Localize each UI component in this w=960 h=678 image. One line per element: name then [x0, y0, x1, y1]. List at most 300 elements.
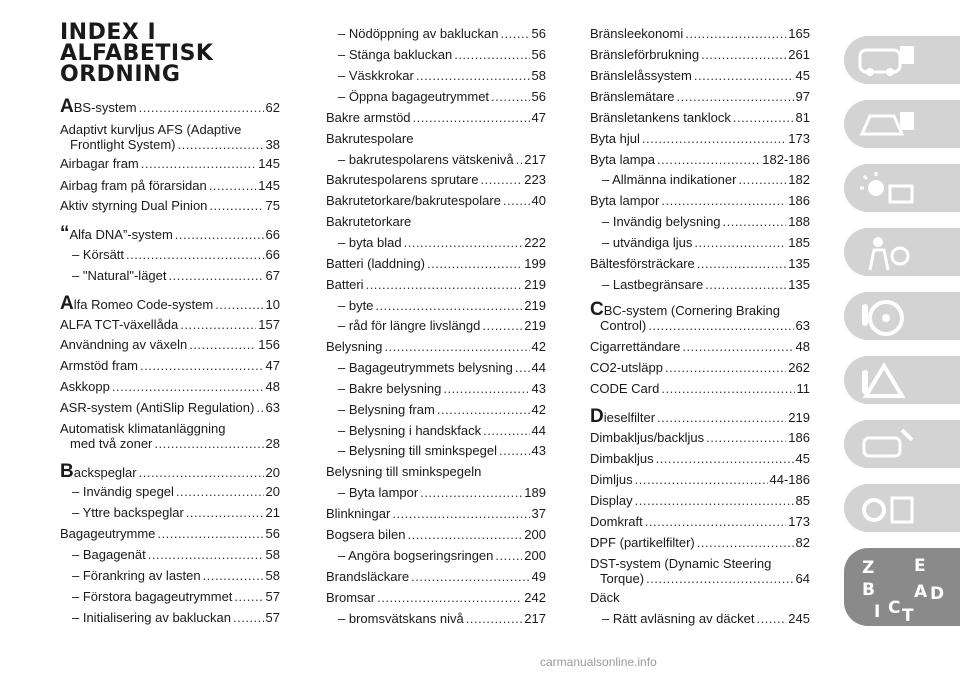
index-letter: C: [888, 598, 901, 618]
index-entry[interactable]: [590, 590, 810, 605]
entry-text: Automatisk klimatanläggning: [60, 421, 226, 436]
entry-continuation: med två zoner: [70, 436, 153, 451]
entry-label: [590, 131, 640, 146]
entry-label: [326, 506, 390, 521]
entry-text: Airbag fram på förarsidan: [60, 178, 207, 193]
entry-text: Display: [590, 493, 633, 508]
index-letter: D: [930, 584, 945, 604]
index-entry[interactable]: [60, 178, 280, 193]
leader-dots: [175, 227, 264, 242]
entry-text: – Belysning till sminkspegel: [338, 443, 497, 458]
entry-continuation: Control): [600, 318, 647, 333]
index-entry[interactable]: [60, 379, 280, 394]
entry-text: BS-system: [73, 100, 137, 115]
index-entry[interactable]: [590, 172, 810, 187]
entry-text: Byta lampor: [590, 193, 660, 208]
leader-dots: [176, 484, 264, 499]
page-number: 222: [524, 235, 546, 250]
entry-text: – Förstora bagageutrymmet: [72, 589, 233, 604]
entry-text: ieselfilter: [603, 410, 656, 425]
page-number: 10: [265, 297, 280, 312]
entry-text: – Allmänna indikationer: [602, 172, 737, 187]
leader-dots: [500, 26, 529, 41]
index-entry[interactable]: [590, 451, 810, 466]
page-number: 145: [258, 178, 280, 193]
page-number: 82: [795, 535, 810, 550]
entry-label: [602, 214, 721, 229]
entry-text: Bakrutetorkare/bakrutespolare: [326, 193, 501, 208]
entry-label: [72, 505, 184, 520]
entry-text: Dimbakljus/backljus: [590, 430, 705, 445]
entry-label: [60, 178, 207, 193]
entry-label: [338, 26, 498, 41]
chapter-tab[interactable]: [844, 100, 960, 148]
index-entry[interactable]: [60, 317, 280, 332]
page-number: 173: [788, 131, 810, 146]
entry-label: [72, 484, 174, 499]
page-number: 182: [788, 172, 810, 187]
index-entry[interactable]: [60, 247, 280, 262]
index-entry[interactable]: [326, 318, 546, 333]
index-entry[interactable]: [590, 68, 810, 83]
index-entry[interactable]: [590, 611, 810, 626]
leader-dots: [256, 400, 263, 415]
index-entry[interactable]: [590, 472, 810, 487]
page-number: 58: [531, 68, 546, 83]
page-number: 57: [265, 589, 280, 604]
page-number: 245: [788, 611, 810, 626]
page-number: 21: [265, 505, 280, 520]
index-entry[interactable]: [326, 464, 546, 479]
page-number: 219: [524, 318, 546, 333]
page-number: 11: [796, 381, 810, 396]
page-number: 223: [524, 172, 546, 187]
index-entry[interactable]: [60, 547, 280, 562]
leader-dots: [656, 451, 794, 466]
entry-label: [338, 381, 441, 396]
index-entry[interactable]: [590, 514, 810, 529]
index-entry[interactable]: [60, 421, 280, 451]
entry-text: ackspeglar: [73, 465, 137, 480]
entry-text: – byte: [338, 298, 374, 313]
leader-dots: [148, 547, 264, 562]
entry-text: – råd för längre livslängd: [338, 318, 481, 333]
page-number: 66: [265, 227, 280, 242]
leader-dots: [697, 256, 787, 271]
page-number: 43: [531, 381, 546, 396]
entry-text: Cigarrettändare: [590, 339, 681, 354]
index-entry[interactable]: [590, 406, 810, 427]
leader-dots: [189, 337, 256, 352]
letter-drop-cap: C: [590, 299, 604, 320]
index-entry[interactable]: [326, 381, 546, 396]
entry-text: Airbagar fram: [60, 156, 139, 171]
leader-dots: [404, 235, 523, 250]
index-entry[interactable]: [590, 299, 810, 333]
page-number: 20: [265, 484, 280, 499]
entry-text: – Byta lampor: [338, 485, 419, 500]
index-entry[interactable]: [590, 256, 810, 271]
entry-text: Bromsar: [326, 590, 376, 605]
index-entry[interactable]: [326, 569, 546, 584]
entry-label: [590, 514, 643, 529]
page-number: 219: [524, 277, 546, 292]
chapter-tab[interactable]: [844, 420, 960, 468]
entry-text: Bakre armstöd: [326, 110, 411, 125]
entry-label: [60, 337, 187, 352]
leader-dots: [416, 68, 530, 83]
index-entry[interactable]: [326, 339, 546, 354]
index-entry[interactable]: [590, 535, 810, 550]
leader-dots: [384, 339, 529, 354]
index-entry[interactable]: [326, 611, 546, 626]
index-letter: B: [862, 580, 875, 600]
leader-dots: [682, 339, 793, 354]
index-entry[interactable]: [326, 506, 546, 521]
entry-label: [72, 547, 146, 562]
leader-dots: [516, 152, 523, 167]
index-entry[interactable]: [590, 110, 810, 125]
entry-text: Bränslelåssystem: [590, 68, 692, 83]
leader-dots: [661, 193, 786, 208]
entry-label: [590, 26, 683, 41]
entry-text: Däck: [590, 590, 620, 605]
page-number: 20: [265, 465, 280, 480]
leader-dots: [413, 110, 530, 125]
entry-text: Bakrutespolare: [326, 131, 414, 146]
page-number: 165: [788, 26, 810, 41]
index-entry[interactable]: [326, 26, 546, 41]
entry-label: [590, 110, 731, 125]
index-entry[interactable]: [590, 339, 810, 354]
leader-dots: [499, 443, 530, 458]
index-entry[interactable]: [326, 131, 546, 146]
index-entry[interactable]: [590, 89, 810, 104]
index-entry[interactable]: [326, 193, 546, 208]
leader-dots: [723, 214, 787, 229]
entry-text: – Angöra bogseringsringen: [338, 548, 494, 563]
index-entry[interactable]: [60, 122, 280, 152]
index-entry[interactable]: [590, 214, 810, 229]
entry-label: [72, 268, 167, 283]
leader-dots: [515, 360, 530, 375]
page-number: 81: [795, 110, 810, 125]
index-entry[interactable]: [60, 198, 280, 213]
leader-dots: [411, 569, 529, 584]
entry-text: – Lastbegränsare: [602, 277, 704, 292]
index-entry[interactable]: [60, 484, 280, 499]
entry-text: – Bagagenät: [72, 547, 146, 562]
page-number: 173: [788, 514, 810, 529]
index-entry[interactable]: [590, 360, 810, 375]
leader-dots: [112, 379, 264, 394]
page-number: 219: [788, 410, 810, 425]
leader-dots: [454, 47, 529, 62]
index-entry[interactable]: [60, 568, 280, 583]
page-number: 44: [531, 423, 546, 438]
entry-text: – Invändig spegel: [72, 484, 174, 499]
index-entry[interactable]: [326, 277, 546, 292]
entry-label: [60, 122, 241, 137]
entry-label: [60, 379, 110, 394]
index-entry[interactable]: [60, 268, 280, 283]
letter-drop-cap: D: [590, 406, 604, 427]
leader-dots: [697, 535, 794, 550]
page-number: 199: [524, 256, 546, 271]
leader-dots: [139, 100, 264, 115]
index-entry[interactable]: [326, 360, 546, 375]
index-letter: I: [874, 602, 881, 622]
leader-dots: [635, 472, 768, 487]
entry-label: [602, 277, 703, 292]
index-entry[interactable]: [60, 96, 280, 117]
page-number: 48: [795, 339, 810, 354]
entry-text: Belysning till sminkspegeln: [326, 464, 482, 479]
entry-label: [602, 235, 692, 250]
entry-label: [338, 298, 373, 313]
leader-dots: [756, 611, 786, 626]
leader-dots: [642, 131, 786, 146]
page-number: 47: [531, 110, 546, 125]
leader-dots: [480, 172, 522, 187]
chapter-tab[interactable]: [844, 164, 960, 212]
entry-label: [590, 152, 655, 167]
page-number: 185: [788, 235, 810, 250]
leader-dots: [657, 152, 760, 167]
page-number: 75: [265, 198, 280, 213]
entry-label: [326, 339, 382, 354]
index-entry[interactable]: [326, 402, 546, 417]
entry-label: [326, 110, 411, 125]
index-entry[interactable]: [326, 298, 546, 313]
entry-continuation: Torque): [600, 571, 645, 586]
index-entry[interactable]: [326, 256, 546, 271]
leader-dots: [645, 514, 787, 529]
entry-text: Bakrutetorkare: [326, 214, 412, 229]
index-entry[interactable]: [590, 47, 810, 62]
index-entry[interactable]: [326, 548, 546, 563]
title-line-3: ORDNING: [60, 62, 181, 87]
index-entry[interactable]: [60, 505, 280, 520]
leader-dots: [154, 436, 263, 451]
leader-dots: [733, 110, 794, 125]
index-entry[interactable]: [326, 152, 546, 167]
page-number: 56: [531, 89, 546, 104]
page-number: 145: [258, 156, 280, 171]
index-entry[interactable]: [590, 193, 810, 208]
index-entry[interactable]: [326, 443, 546, 458]
entry-label: [326, 214, 411, 229]
entry-text: Belysning: [326, 339, 383, 354]
entry-label: [326, 131, 413, 146]
index-entry[interactable]: [590, 152, 810, 167]
index-entry[interactable]: [590, 26, 810, 41]
page-number: 62: [265, 100, 280, 115]
index-entry[interactable]: [60, 400, 280, 415]
leader-dots: [141, 156, 257, 171]
leader-dots: [482, 318, 522, 333]
index-entry[interactable]: [60, 461, 280, 482]
letter-drop-cap: A: [60, 293, 74, 314]
page-number: 57: [265, 610, 280, 625]
leader-dots: [685, 26, 786, 41]
entry-text: Bogsera bilen: [326, 527, 406, 542]
page-number: 63: [265, 400, 280, 415]
entry-text: BC-system (Cornering Braking: [603, 303, 781, 318]
leader-dots: [705, 277, 786, 292]
index-entry[interactable]: [590, 556, 810, 586]
chapter-tab[interactable]: [844, 36, 960, 84]
leader-dots: [706, 430, 786, 445]
entry-label: [338, 611, 464, 626]
page-number: 48: [265, 379, 280, 394]
entry-text: Aktiv styrning Dual Pinion: [60, 198, 208, 213]
entry-continuation: Frontlight System): [70, 137, 176, 152]
index-entry[interactable]: [590, 235, 810, 250]
entry-label: [60, 198, 207, 213]
chapter-tab[interactable]: [844, 292, 960, 340]
page-number: 42: [531, 339, 546, 354]
entry-label: [72, 589, 232, 604]
chapter-tab[interactable]: [844, 484, 960, 532]
entry-text: – Belysning i handskfack: [338, 423, 482, 438]
index-entry[interactable]: [326, 68, 546, 83]
entry-label: [338, 485, 418, 500]
page-number: 44-186: [769, 472, 810, 487]
entry-text: lfa Romeo Code-system: [73, 297, 214, 312]
page-number: 58: [265, 568, 280, 583]
entry-text: – Körsätt: [72, 247, 125, 262]
index-letter: Z: [862, 558, 875, 578]
entry-text: Bränslemätare: [590, 89, 675, 104]
leader-dots: [646, 571, 793, 586]
index-letter: A: [914, 582, 928, 602]
index-entry[interactable]: [60, 293, 280, 314]
leader-dots: [234, 589, 263, 604]
leader-dots: [427, 256, 522, 271]
entry-text: Bränsleekonomi: [590, 26, 684, 41]
entry-label: [60, 317, 178, 332]
leader-dots: [635, 493, 794, 508]
index-entry[interactable]: [60, 337, 280, 352]
entry-text: – byta blad: [338, 235, 402, 250]
page-number: 135: [788, 277, 810, 292]
entry-label: [338, 318, 480, 333]
page-number: 186: [788, 430, 810, 445]
leader-dots: [483, 423, 529, 438]
leader-dots: [466, 611, 523, 626]
entry-label: [338, 443, 497, 458]
page-number: 157: [258, 317, 280, 332]
index-entry[interactable]: [60, 589, 280, 604]
page-number: 217: [524, 152, 546, 167]
entry-text: – Invändig belysning: [602, 214, 721, 229]
index-entry[interactable]: [590, 381, 810, 396]
entry-label: [338, 89, 489, 104]
entry-label: [590, 299, 781, 320]
chapter-tab[interactable]: [844, 356, 960, 404]
entry-text: – bromsvätskans nivå: [338, 611, 464, 626]
chapter-tab[interactable]: [844, 228, 960, 276]
entry-label: [60, 223, 173, 244]
leader-dots: [169, 268, 264, 283]
page-number: 189: [524, 485, 546, 500]
entry-label: [326, 569, 409, 584]
entry-text: – Initialisering av bakluckan: [72, 610, 231, 625]
index-entry[interactable]: [326, 485, 546, 500]
entry-label: [326, 172, 478, 187]
entry-text: – utvändiga ljus: [602, 235, 693, 250]
page-number: 47: [265, 358, 280, 373]
page-number: 186: [788, 193, 810, 208]
leader-dots: [665, 360, 786, 375]
page-number: 45: [795, 451, 810, 466]
index-entry[interactable]: [326, 423, 546, 438]
index-entry[interactable]: [60, 223, 280, 244]
title-line-1: INDEX I: [60, 20, 157, 45]
leader-dots: [701, 47, 786, 62]
page-number: 58: [265, 547, 280, 562]
index-entry[interactable]: [326, 527, 546, 542]
page-number: 38: [265, 137, 280, 152]
entry-label: [326, 256, 425, 271]
page-number: 43: [531, 443, 546, 458]
index-entry[interactable]: [60, 156, 280, 171]
index-entry[interactable]: [326, 214, 546, 229]
page-number: 56: [531, 47, 546, 62]
index-entry[interactable]: [326, 235, 546, 250]
entry-text: Batteri (laddning): [326, 256, 425, 271]
entry-text: Askkopp: [60, 379, 110, 394]
page-number: 261: [788, 47, 810, 62]
index-entry[interactable]: [326, 47, 546, 62]
page-number: 135: [788, 256, 810, 271]
index-entry[interactable]: [326, 110, 546, 125]
page-number: 200: [524, 548, 546, 563]
entry-text: Batteri: [326, 277, 364, 292]
entry-label: [72, 247, 124, 262]
entry-label: [60, 461, 137, 482]
page-number: 28: [265, 436, 280, 451]
leader-dots: [215, 297, 263, 312]
index-entry[interactable]: [60, 610, 280, 625]
leader-dots: [677, 89, 794, 104]
leader-dots: [491, 89, 529, 104]
entry-text: – "Natural"-läget: [72, 268, 167, 283]
index-entry[interactable]: [590, 493, 810, 508]
index-entry[interactable]: [590, 131, 810, 146]
leader-dots: [180, 317, 256, 332]
chapter-tab[interactable]: [844, 548, 960, 626]
entry-text: – Väskkrokar: [338, 68, 414, 83]
index-entry[interactable]: [326, 590, 546, 605]
index-entry[interactable]: [590, 430, 810, 445]
leader-dots: [377, 590, 522, 605]
page-number: 63: [795, 318, 810, 333]
leader-dots: [209, 178, 257, 193]
index-entry[interactable]: [326, 172, 546, 187]
index-entry[interactable]: [60, 358, 280, 373]
index-entry[interactable]: [60, 526, 280, 541]
entry-label: [326, 527, 406, 542]
entry-label: [590, 256, 695, 271]
entry-label: [338, 360, 513, 375]
entry-label: [590, 430, 704, 445]
leader-dots: [177, 137, 263, 152]
index-entry[interactable]: [326, 89, 546, 104]
entry-text: Alfa DNA”-system: [69, 227, 173, 242]
index-entry[interactable]: [590, 277, 810, 292]
